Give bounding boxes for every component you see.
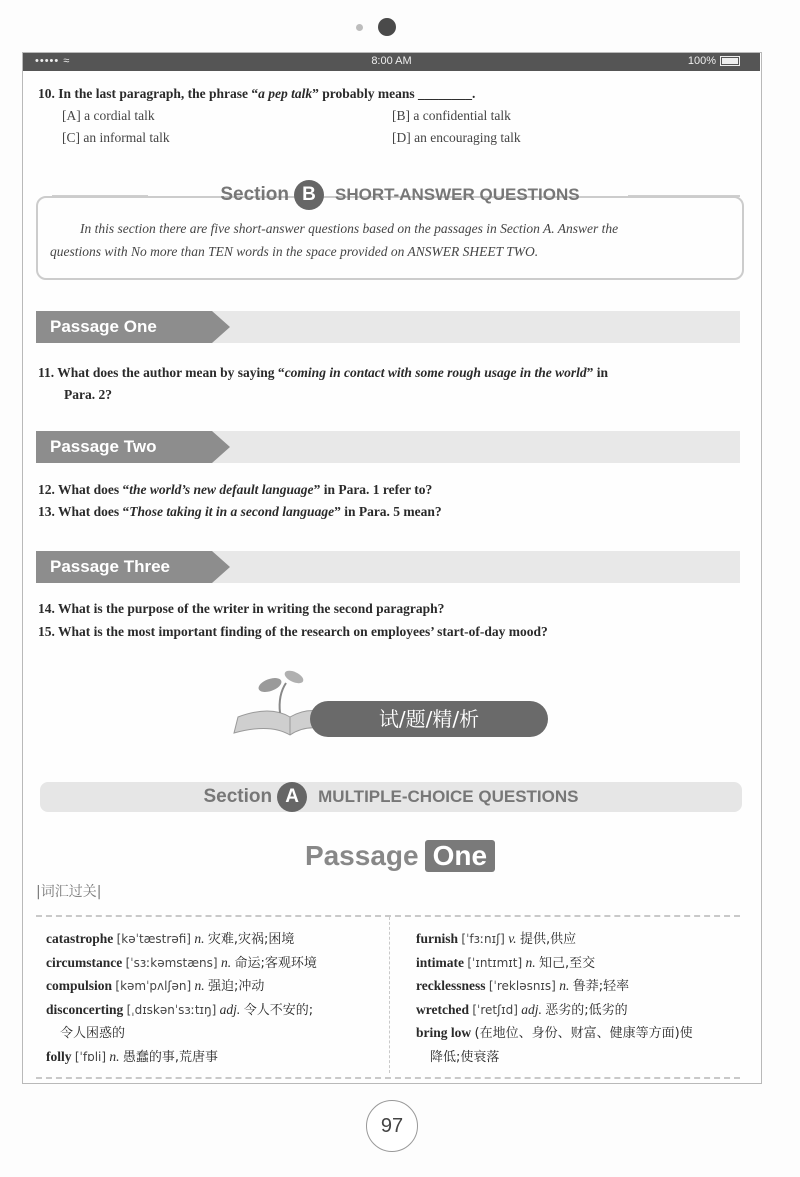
vocab-word: catastrophe xyxy=(46,931,114,946)
question-number: 13. xyxy=(38,504,55,519)
vocab-meaning: 灾难,灾祸;困境 xyxy=(207,932,295,947)
vocab-entry xyxy=(416,1022,746,1069)
vocab-meaning: 鲁莽;轻率 xyxy=(572,979,630,994)
section-instructions-2 xyxy=(50,240,730,263)
vocab-meaning: 提供,供应 xyxy=(519,932,577,947)
question-number: 10. xyxy=(38,86,55,101)
option-text: an encouraging talk xyxy=(414,130,521,145)
vocab-meaning: 强迫;冲动 xyxy=(208,979,265,994)
section-title: MULTIPLE-CHOICE QUESTIONS xyxy=(318,787,579,806)
question-phrase: coming in contact with some rough usage in the world xyxy=(284,365,587,380)
instructions-line1: In this section there are five short-answer questions based on the passages in Section A. Answer the xyxy=(80,221,619,236)
arrow-icon xyxy=(212,311,230,343)
section-word: Section xyxy=(203,786,273,807)
passage-number-box: One xyxy=(425,840,495,872)
vocab-meaning-cont: 降低;使衰落 xyxy=(430,1049,500,1065)
vocab-pos: n. xyxy=(194,978,205,993)
vocab-word: bring low xyxy=(416,1025,472,1040)
instructions-line2: questions with No more than TEN words in the space provided on ANSWER SHEET TWO. xyxy=(50,244,539,259)
section-letter-badge: B xyxy=(294,180,324,210)
vocab-entry xyxy=(416,928,746,952)
vocab-word: compulsion xyxy=(46,978,113,993)
question-number: 15. xyxy=(38,624,55,639)
question-12 xyxy=(38,482,432,498)
section-b-heading xyxy=(150,180,650,212)
passage-title: Passage Three xyxy=(50,557,171,576)
question-14 xyxy=(38,601,444,617)
vocab-pos: n. xyxy=(525,954,536,970)
question-number: 14. xyxy=(38,601,55,616)
camera-icon xyxy=(378,18,396,36)
question-text-end: ” probably means ________. xyxy=(312,86,476,101)
question-number: 12. xyxy=(38,482,55,497)
vocab-phonetic: [ˌdɪskənˈsɜːtɪŋ] xyxy=(126,1002,217,1017)
vocab-entry xyxy=(46,975,386,999)
section-a-heading xyxy=(40,782,742,812)
vocab-meaning: 知己,至交 xyxy=(539,955,596,971)
option-b[interactable] xyxy=(392,108,511,124)
passage-two-tab xyxy=(36,431,212,463)
vocab-phonetic: [kəˈtæstrəfi] xyxy=(116,932,191,946)
vocab-phonetic: [ˈsɜːkəmstæns] xyxy=(125,955,218,970)
vocab-word: wretched xyxy=(416,1001,469,1017)
question-text-end: ” in Para. 1 refer to? xyxy=(313,482,433,497)
question-phrase: the world’s new default language xyxy=(129,482,314,497)
vocab-entry xyxy=(416,952,746,976)
analysis-banner xyxy=(310,701,548,737)
vocab-word: disconcerting xyxy=(46,1001,124,1017)
vocab-phonetic: [ˈfɜːnɪʃ] xyxy=(461,932,505,946)
vocab-pos: adj. xyxy=(219,1001,241,1017)
vocab-meaning: 愚蠢的事,荒唐事 xyxy=(122,1049,219,1065)
passage-three-tab xyxy=(36,551,212,583)
question-text: What does “ xyxy=(58,504,130,519)
passage-title: Passage Two xyxy=(50,437,157,456)
battery-icon xyxy=(720,56,740,66)
vocab-entry xyxy=(416,999,746,1023)
option-label: [D] xyxy=(392,130,411,145)
vocab-entry xyxy=(46,999,386,1046)
vocab-pos: n. xyxy=(109,1048,120,1064)
vocab-entry xyxy=(46,952,386,976)
question-11 xyxy=(38,362,746,406)
arrow-icon xyxy=(212,431,230,463)
page-number: 97 xyxy=(366,1100,418,1152)
vocab-word: recklessness xyxy=(416,978,486,993)
option-a[interactable] xyxy=(62,108,155,124)
vocab-pos: n. xyxy=(220,954,232,970)
vocab-meaning-cont: 令人困惑的 xyxy=(60,1026,126,1041)
option-label: [A] xyxy=(62,108,81,123)
vocab-entry xyxy=(46,928,386,952)
option-text: a confidential talk xyxy=(413,108,511,123)
question-text: What is the purpose of the writer in writing the second paragraph? xyxy=(58,601,445,616)
question-text: What does “ xyxy=(58,482,130,497)
vocab-heading: |词汇过关| xyxy=(36,884,102,900)
question-13 xyxy=(38,504,442,520)
vocab-pos: adj. xyxy=(521,1001,542,1017)
vocab-phonetic: [ˈrekləsnɪs] xyxy=(488,979,556,993)
analysis-banner-text: 试/题/精/析 xyxy=(378,707,480,731)
vocab-meaning: 恶劣的;低劣的 xyxy=(545,1002,628,1018)
battery-status xyxy=(688,55,740,67)
vocab-phonetic: [kəmˈpʌlʃən] xyxy=(115,979,192,993)
vocab-pos: n. xyxy=(559,978,570,993)
vocab-entry xyxy=(416,975,746,999)
section-word: Section xyxy=(220,184,289,205)
vocab-word: intimate xyxy=(416,954,464,970)
passage-one-tab xyxy=(36,311,212,343)
option-text: an informal talk xyxy=(83,130,170,145)
option-label: [B] xyxy=(392,108,410,123)
section-title: SHORT-ANSWER QUESTIONS xyxy=(335,185,580,204)
camera-dot-small xyxy=(356,24,363,31)
vocab-phonetic: [ˈretʃɪd] xyxy=(472,1002,518,1017)
vocab-divider xyxy=(389,917,390,1073)
section-letter-badge: A xyxy=(277,782,307,812)
question-text-end: ” in Para. 5 mean? xyxy=(334,504,442,519)
vocab-word: furnish xyxy=(416,931,459,946)
passage-heading xyxy=(0,840,800,872)
option-d[interactable] xyxy=(392,130,521,146)
vocab-meaning: (在地位、身份、财富、健康等方面)使 xyxy=(474,1026,693,1041)
question-text-cont: Para. 2? xyxy=(64,387,112,402)
vocab-phonetic: [ˈɪntɪmɪt] xyxy=(467,955,523,970)
passage-word: Passage xyxy=(304,840,419,871)
vocab-phonetic: [ˈfɒli] xyxy=(74,1049,107,1064)
battery-percent: 100% xyxy=(687,55,716,67)
question-10 xyxy=(38,86,475,102)
vocab-pos: v. xyxy=(508,931,517,946)
arrow-icon xyxy=(212,551,230,583)
option-label: [C] xyxy=(62,130,80,145)
status-bar xyxy=(23,53,760,71)
vocab-meaning: 令人不安的; xyxy=(243,1002,314,1018)
question-text-end: ” in xyxy=(586,365,609,380)
question-number: 11. xyxy=(38,365,55,380)
question-phrase: Those taking it in a second language xyxy=(129,504,335,519)
vocab-entry xyxy=(46,1046,386,1070)
vocab-meaning: 命运;客观环境 xyxy=(234,955,317,971)
vocab-word: folly xyxy=(46,1048,72,1064)
section-instructions xyxy=(50,217,730,240)
question-text: In the last paragraph, the phrase “ xyxy=(58,86,259,101)
passage-title: Passage One xyxy=(50,317,157,336)
question-text: What does the author mean by saying “ xyxy=(57,365,285,380)
signal-icon: ••••• ≈ xyxy=(35,55,71,67)
option-c[interactable] xyxy=(62,130,170,146)
vocab-word: circumstance xyxy=(46,954,123,970)
question-phrase: a pep talk xyxy=(258,86,313,101)
question-text: What is the most important finding of the research on employees’ start-of-day mood? xyxy=(58,624,548,639)
question-15 xyxy=(38,624,548,640)
vocab-pos: n. xyxy=(194,931,205,946)
vocab-right-column xyxy=(416,928,746,1069)
vocab-left-column xyxy=(46,928,386,1069)
status-time: 8:00 AM xyxy=(371,55,412,67)
option-text: a cordial talk xyxy=(84,108,155,123)
